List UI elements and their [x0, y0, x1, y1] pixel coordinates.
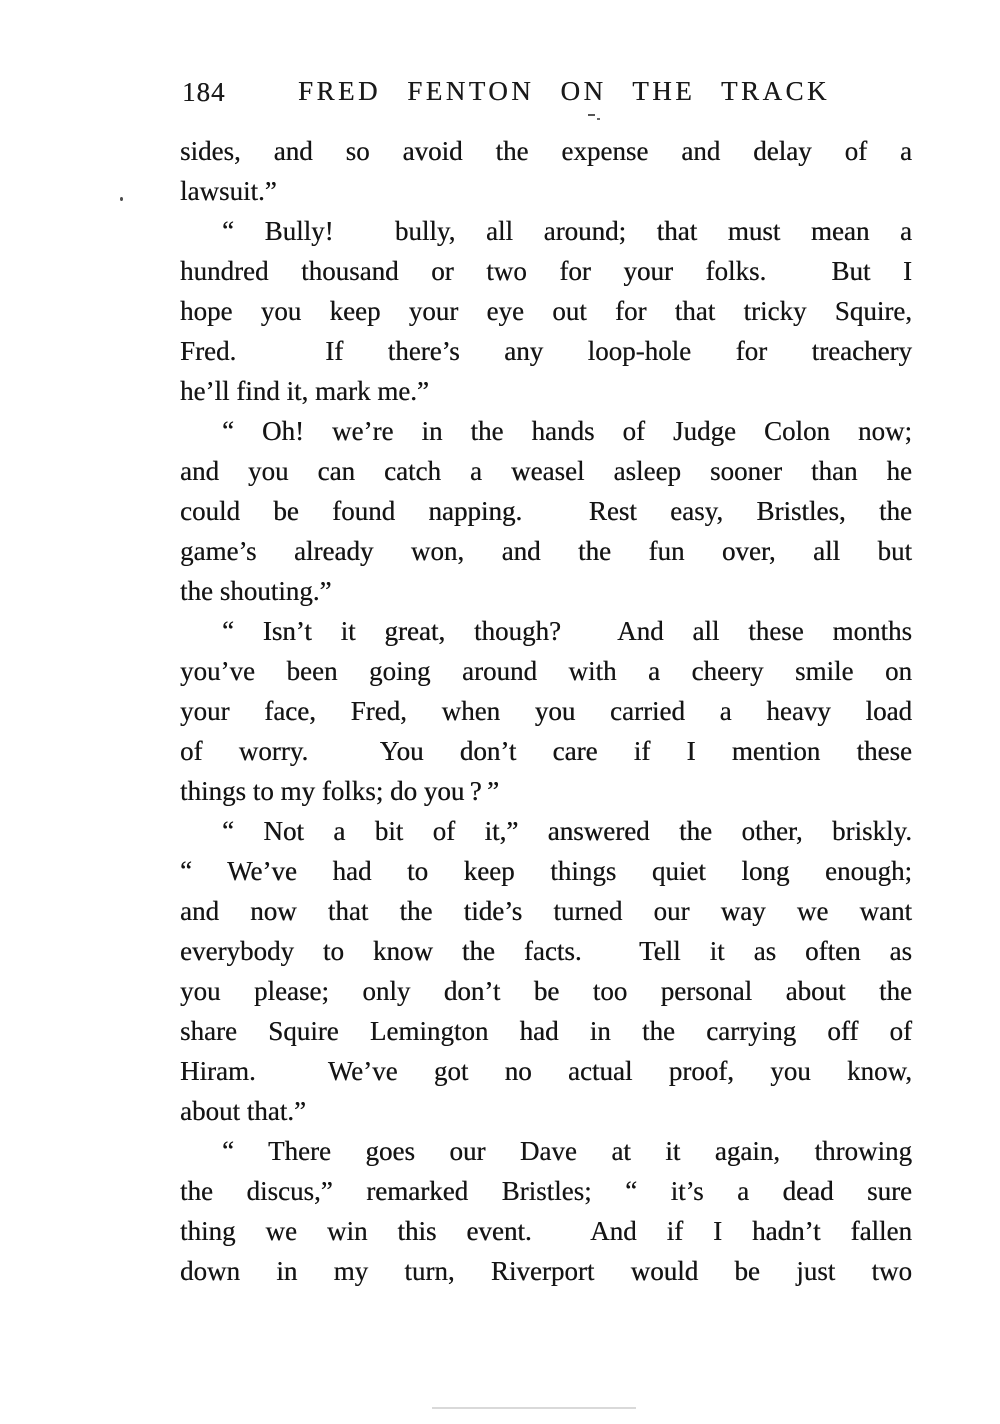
scan-artifact-margin-dot — [120, 197, 123, 201]
paragraph — [180, 131, 912, 211]
text-line: “ Not a bit of it,” answered the other, briskly. — [222, 816, 912, 846]
page-number: 184 — [182, 77, 226, 107]
text-line: “ Isn’t it great, though? And all these months — [222, 616, 912, 646]
text-line: “ There goes our Dave at it again, throwing — [222, 1136, 912, 1166]
scan-artifact-bottom-line — [432, 1407, 636, 1409]
text-line: “ Bully! bully, all around; that must mean a — [222, 216, 912, 246]
text-line: lawsuit.” — [180, 176, 277, 206]
text-line: Hiram. We’ve got no actual proof, you know, — [180, 1056, 912, 1086]
text-line: everybody to know the facts. Tell it as often as — [180, 936, 912, 966]
text-line: he’ll find it, mark me.” — [180, 376, 429, 406]
text-line: hundred thousand or two for your folks. But I — [180, 256, 912, 286]
text-line: hope you keep your eye out for that tricky Squire, — [180, 296, 912, 326]
paragraph — [180, 211, 912, 411]
paragraph — [180, 611, 912, 811]
text-line: share Squire Lemington had in the carrying off of — [180, 1016, 912, 1046]
text-line: the shouting.” — [180, 576, 332, 606]
text-line: things to my folks; do you ? ” — [180, 776, 500, 806]
text-line: down in my turn, Riverport would be just two — [180, 1256, 912, 1286]
text-line: about that.” — [180, 1096, 306, 1126]
text-line: your face, Fred, when you carried a heavy load — [180, 696, 912, 726]
text-line: of worry. You don’t care if I mention these — [180, 736, 912, 766]
scan-artifact-header-dash — [588, 114, 595, 116]
paragraph — [180, 811, 912, 1131]
text-line: sides, and so avoid the expense and delay of a — [180, 136, 912, 166]
page-header — [180, 76, 912, 110]
text-line: you please; only don’t be too personal about the — [180, 976, 912, 1006]
running-title: FRED FENTON ON THE TRACK — [297, 76, 831, 106]
page-text — [180, 131, 912, 1291]
scan-artifact-header-dot — [597, 118, 600, 120]
text-line: Fred. If there’s any loop-hole for treachery — [180, 336, 912, 366]
text-line: you’ve been going around with a cheery smile on — [180, 656, 912, 686]
text-line: game’s already won, and the fun over, all but — [180, 536, 912, 566]
text-line: and you can catch a weasel asleep sooner than he — [180, 456, 912, 486]
text-line: thing we win this event. And if I hadn’t fallen — [180, 1216, 912, 1246]
text-line: and now that the tide’s turned our way we want — [180, 896, 912, 926]
text-line: could be found napping. Rest easy, Bristles, the — [180, 496, 912, 526]
text-line: “ We’ve had to keep things quiet long enough; — [180, 856, 912, 886]
paragraph — [180, 1131, 912, 1291]
paragraph — [180, 411, 912, 611]
text-line: “ Oh! we’re in the hands of Judge Colon now; — [222, 416, 912, 446]
text-line: the discus,” remarked Bristles; “ it’s a dead sure — [180, 1176, 912, 1206]
